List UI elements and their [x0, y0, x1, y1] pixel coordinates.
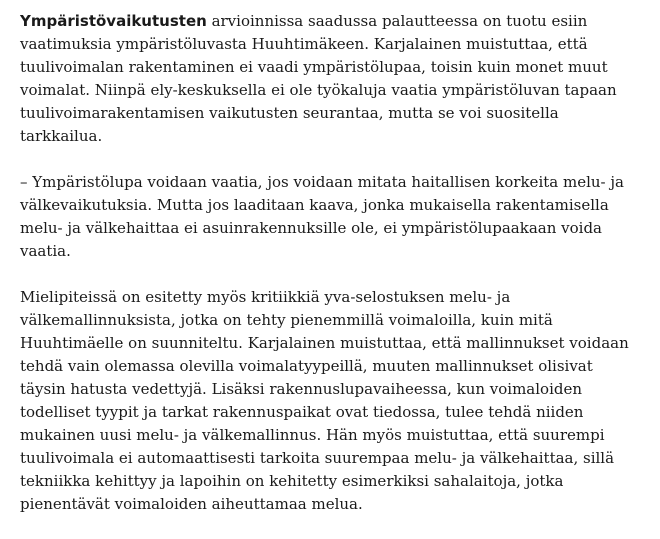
text-line: tuulivoimarakentamisen vaikutusten seurantaa, mutta se voi suositella	[20, 104, 559, 122]
text-line: melu- ja välkehaittaa ei asuinrakennuksille ole, ei ympäristölupaakaan voida	[20, 219, 602, 237]
text-line: tehdä vain olemassa olevilla voimalatyypeillä, muuten mallinnukset olisivat	[20, 357, 593, 375]
text-line: – Ympäristölupa voidaan vaatia, jos voidaan mitata haitallisen korkeita melu- ja	[20, 173, 624, 191]
text-line: täysin hatusta vedettyjä. Lisäksi rakennuslupavaiheessa, kun voimaloiden	[20, 380, 583, 398]
text-line: välkevaikutuksia. Mutta jos laaditaan kaava, jonka mukaisella rakentamisella	[20, 196, 609, 214]
article-body	[20, 10, 648, 539]
text-line: välkemallinnuksista, jotka on tehty pienemmillä voimaloilla, kuin mitä	[20, 311, 553, 329]
text-line: mukainen uusi melu- ja välkemallinnus. Hän myös muistuttaa, että suurempi	[20, 426, 605, 444]
lead-in-bold: Ympäristövaikutusten	[20, 12, 207, 30]
text-line: tekniikka kehittyy ja lapoihin on kehitetty esimerkiksi sahalaitoja, jotka	[20, 472, 564, 490]
text-line: Ympäristövaikutusten arvioinnissa saadussa palautteessa on tuotu esiin	[20, 12, 588, 30]
text-line: todelliset tyypit ja tarkat rakennuspaikat ovat tiedossa, tulee tehdä niiden	[20, 403, 584, 421]
paragraph-1	[20, 10, 648, 148]
text-line: Mielipiteissä on esitetty myös kritiikkiä yva-selostuksen melu- ja	[20, 288, 511, 306]
text-line: tuulivoimala ei automaattisesti tarkoita suurempaa melu- ja välkehaittaa, sillä	[20, 449, 615, 467]
text-line: pienentävät voimaloiden aiheuttamaa melua.	[20, 495, 363, 513]
paragraph-2-quote	[20, 171, 648, 263]
text-line: tarkkailua.	[20, 127, 103, 145]
text-line: vaatia.	[20, 242, 71, 260]
text-line: vaatimuksia ympäristöluvasta Huuhtimäkeen. Karjalainen muistuttaa, että	[20, 35, 588, 53]
text-line: tuulivoimalan rakentaminen ei vaadi ympäristölupaa, toisin kuin monet muut	[20, 58, 608, 76]
text-line: Huuhtimäelle on suunniteltu. Karjalainen muistuttaa, että mallinnukset voidaan	[20, 334, 629, 352]
text-line: voimalat. Niinpä ely-keskuksella ei ole työkaluja vaatia ympäristöluvan tapaan	[20, 81, 617, 99]
paragraph-3	[20, 286, 648, 516]
